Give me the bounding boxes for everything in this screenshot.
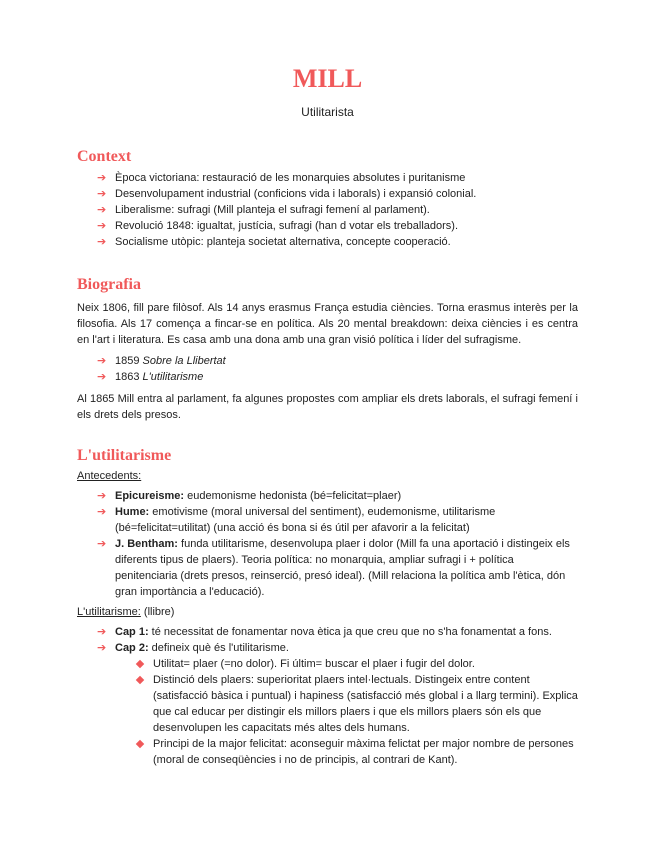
list-item: Utilitat= plaer (=no dolor). Fi últim= buscar el plaer i fugir del dolor. bbox=[135, 656, 578, 672]
diamond-icon bbox=[136, 740, 144, 748]
chapters-list bbox=[77, 624, 578, 768]
arrow-right-icon: ➔ bbox=[97, 370, 107, 383]
arrow-right-icon: ➔ bbox=[97, 235, 107, 248]
list-item: ➔ 1863 L'utilitarisme bbox=[97, 370, 204, 383]
document-title: MILL bbox=[292, 64, 363, 93]
arrow-right-icon: ➔ bbox=[97, 505, 107, 518]
arrow-right-icon: ➔ bbox=[97, 219, 107, 232]
arrow-right-icon: ➔ bbox=[97, 354, 107, 367]
list-item: ➔ Epicureisme: eudemonisme hedonista (bé=felicitat=plaer) bbox=[97, 489, 402, 502]
book-heading: L'utilitarisme: (llibre) bbox=[77, 606, 175, 618]
list-item: ➔ Cap 1: té necessitat de fonamentar nova ètica ja que creu que no s'ha fonamentat a fons. bbox=[97, 625, 552, 638]
list-item: ➔ Revolució 1848: igualtat, justícia, sufragi (han d votar els treballadors). bbox=[97, 219, 459, 232]
document-subtitle: Utilitarista bbox=[301, 105, 354, 119]
section-heading-utilitarisme: L'utilitarisme bbox=[77, 447, 172, 464]
list-item: ➔ Desenvolupament industrial (conficions vida i laborals) i expansió colonial. bbox=[97, 187, 477, 200]
list-item: ➔ Cap 2: defineix què és l'utilitarisme. Utilitat= plaer (=no dolor). Fi últim= buscar el plaer i fugir del dolor. Distinció dels plaers: superioritat plaers intel·lectuals. Distingeix entre content (satisfacció bàsica i puntual) i hapiness (satisfacció més global i a llarg termini). Explica que cal educar per distingir els millors plaers i que els millors plaers són els que desenvolupen les capacitats més altes dels humans. Principi de la major felicitat: aconseguir màxima felictat per major nombre de persones (moral de conseqüències i no de principis, al contrari de Kant). bbox=[97, 641, 578, 766]
arrow-right-icon: ➔ bbox=[97, 171, 107, 184]
list-item: ➔ Liberalisme: sufragi (Mill planteja el sufragi femení al parlament). bbox=[97, 203, 430, 216]
context-list bbox=[77, 170, 578, 250]
arrow-right-icon: ➔ bbox=[97, 187, 107, 200]
list-item: ➔ Hume: emotivisme (moral universal del sentiment), eudemonisme, utilitarisme (bé=felicitat=utilitat) (una acció és bona si és útil per afavorir a la felicitat) bbox=[97, 505, 496, 534]
list-item: Principi de la major felicitat: aconseguir màxima felictat per major nombre de persones (moral de conseqüències i no de principis, al contrari de Kant). bbox=[135, 736, 578, 768]
list-item: ➔ 1859 Sobre la Llibertat bbox=[97, 354, 226, 367]
list-item: Distinció dels plaers: superioritat plaers intel·lectuals. Distingeix entre content (satisfacció bàsica i puntual) i hapiness (satisfacció més global i a llarg termini). Explica que cal educar per distingir els millors plaers i que els millors plaers són els que desenvolupen les capacitats més altes dels humans. bbox=[135, 672, 578, 736]
arrow-right-icon: ➔ bbox=[97, 641, 107, 654]
diamond-icon bbox=[136, 676, 144, 684]
antecedents-heading: Antecedents: bbox=[77, 470, 142, 482]
arrow-right-icon: ➔ bbox=[97, 489, 107, 502]
cap2-sublist bbox=[115, 656, 578, 768]
arrow-right-icon: ➔ bbox=[97, 625, 107, 638]
list-item: ➔ Època victoriana: restauració de les monarquies absolutes i puritanisme bbox=[97, 171, 466, 184]
list-item: ➔ J. Bentham: funda utilitarisme, desenvolupa plaer i dolor (Mill fa una aportació i distingeix els diferents tipus de plaers). Teoria política: no monarquia, ampliar sufragi i + política penitenciaria (drets presos, reinserció, presó ideal). (Mill relaciona la política amb l'ètica, dón gran importància a l'educació). bbox=[97, 537, 570, 598]
works-list bbox=[77, 353, 578, 385]
list-item: ➔ Socialisme utòpic: planteja societat alternativa, concepte cooperació. bbox=[97, 235, 451, 248]
arrow-right-icon: ➔ bbox=[97, 537, 107, 550]
biografia-paragraph: Neix 1806, fill pare filòsof. Als 14 anys erasmus França estudia ciències. Torna erasmus interès per la filosofia. Als 17 comença a fincar-se en política. Als 20 mental breakdown: deixa ciències i es centra en l'art i literatura. Es casa amb una dona amb una gran visió política i líder del sufragisme. bbox=[77, 302, 578, 346]
biografia-paragraph-2: Al 1865 Mill entra al parlament, fa algunes propostes com ampliar els drets laborals, el sufragi femení i els drets dels presos. bbox=[77, 393, 578, 421]
antecedents-list bbox=[77, 488, 578, 600]
diamond-icon bbox=[136, 660, 144, 668]
section-heading-context: Context bbox=[77, 148, 132, 165]
section-heading-biografia: Biografia bbox=[77, 276, 141, 293]
arrow-right-icon: ➔ bbox=[97, 203, 107, 216]
